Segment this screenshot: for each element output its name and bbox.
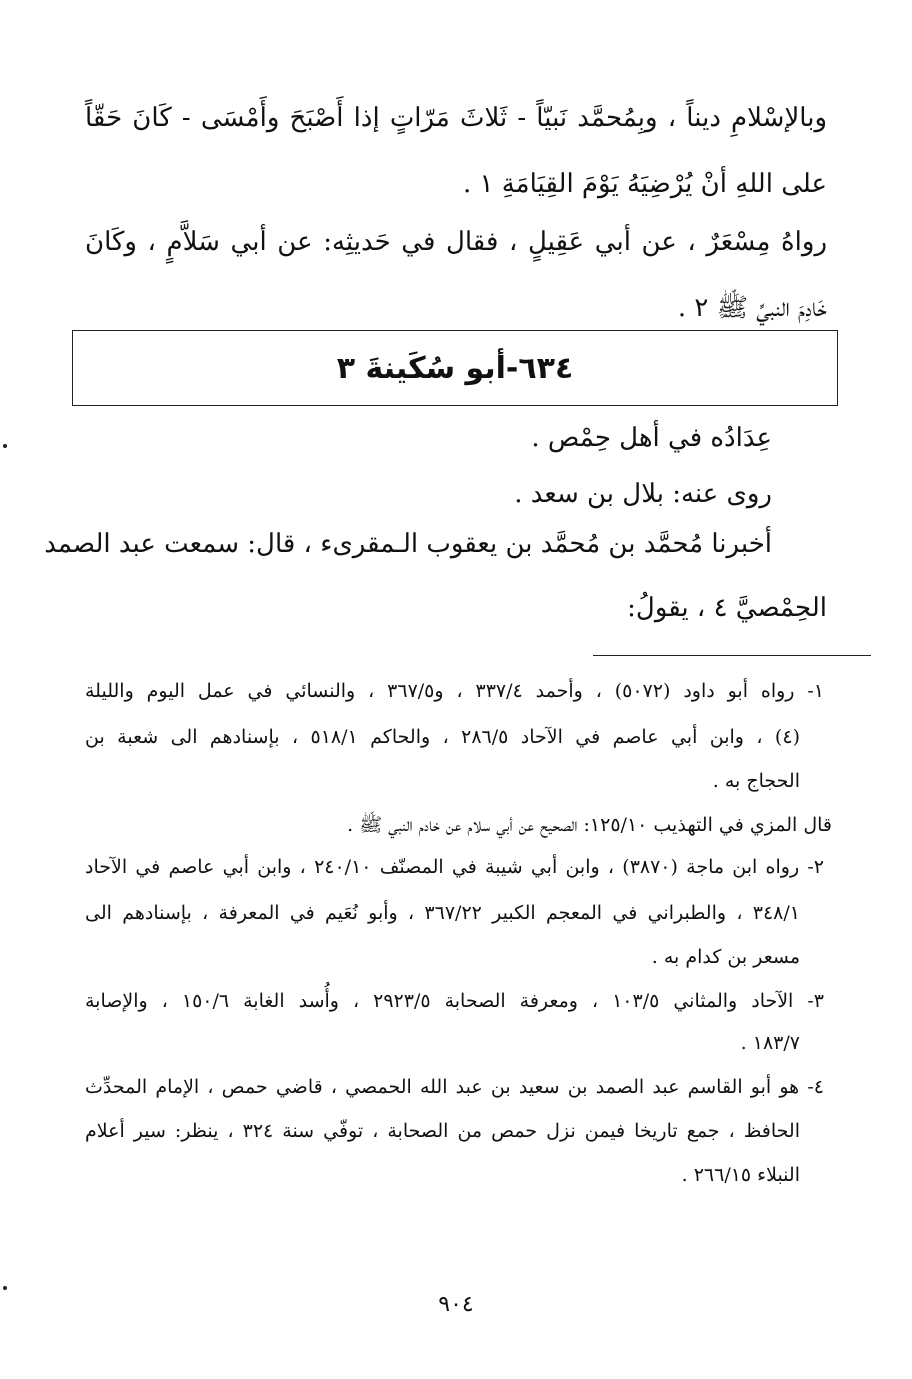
footnote-line: ١٨٣/٧ .	[740, 1032, 800, 1054]
entry-line: الحِمْصيَّ ٤ ، يقولُ:	[627, 593, 827, 623]
footnote-line: ٣٤٨/١ ، والطبراني في المعجم الكبير ٣٦٧/٢٢ ، وأبو نُعَيم في المعرفة ، بإسنادهم الى	[85, 902, 800, 924]
footnote-line: النبلاء ٢٦٦/١٥ .	[681, 1164, 800, 1186]
footnote-line: مسعر بن كدام به .	[651, 946, 800, 968]
entry-line: أخبرنا مُحمَّد بن مُحمَّد بن يعقوب الـمقرىء ، قال: سمعت عبد الصمد	[44, 529, 772, 559]
footnote-separator	[593, 655, 871, 656]
footnote-line: الحجاج به .	[712, 770, 800, 792]
footnote-line: قال المزي في التهذيب ١٢٥/١٠: الصحيح عن أبي سلام عن خادم النبي ﷺ .	[347, 814, 832, 836]
scan-mark	[3, 444, 7, 448]
main-text-line: وبالإسْلامِ ديناً ، وبِمُحمَّد نَبيّاً - ثَلاثَ مَرّاتٍ إذا أَصْبَحَ وأَمْسَى - كَانَ حَقّاً	[85, 103, 827, 133]
entry-line: روى عنه: بلال بن سعد .	[514, 479, 772, 509]
main-text-line: على اللهِ أنْ يُرْضِيَهُ يَوْمَ القِيَامَةِ ١ .	[462, 169, 827, 199]
main-text-line: خَادِمَ النبيِّ ﷺ ٢ .	[677, 293, 827, 323]
section-title: ٦٣٤-أبو سُكَينةَ ٣	[336, 350, 574, 386]
footnote-line: (٤) ، وابن أبي عاصم في الآحاد ٢٨٦/٥ ، والحاكم ٥١٨/١ ، بإسنادهم الى شعبة بن	[85, 726, 800, 748]
footnote-line: ١- رواه أبو داود (٥٠٧٢) ، وأحمد ٣٣٧/٤ ، و٣٦٧/٥ ، والنسائي في عمل اليوم والليلة	[85, 680, 825, 702]
footnote-line: ٢- رواه ابن ماجة (٣٨٧٠) ، وابن أبي شيبة في المصنّف ٢٤٠/١٠ ، وابن أبي عاصم في الآحاد	[85, 856, 824, 878]
entry-line: عِدَادُه في أهل حِمْص .	[531, 423, 772, 453]
section-title-box	[72, 330, 838, 406]
footnote-line: ٣- الآحاد والمثاني ١٠٣/٥ ، ومعرفة الصحابة ٢٩٢٣/٥ ، وأُسد الغابة ١٥٠/٦ ، والإصابة	[85, 990, 824, 1012]
footnote-line: الحافظ ، جمع تاريخا فيمن نزل حمص من الصحابة ، توفّي سنة ٣٢٤ ، ينظر: سير أعلام	[85, 1120, 800, 1142]
footnote-line: ٤- هو أبو القاسم عبد الصمد بن سعيد بن عبد الله الحمصي ، قاضي حمص ، الإمام المحدِّث	[85, 1076, 824, 1098]
scan-mark	[3, 1286, 7, 1290]
main-text-line: رواهُ مِسْعَرٌ ، عن أبي عَقِيلٍ ، فقال في حَديثِه: عن أبي سَلاَّمٍ ، وكَانَ	[85, 227, 827, 257]
page-number: ٩٠٤	[438, 1292, 474, 1317]
